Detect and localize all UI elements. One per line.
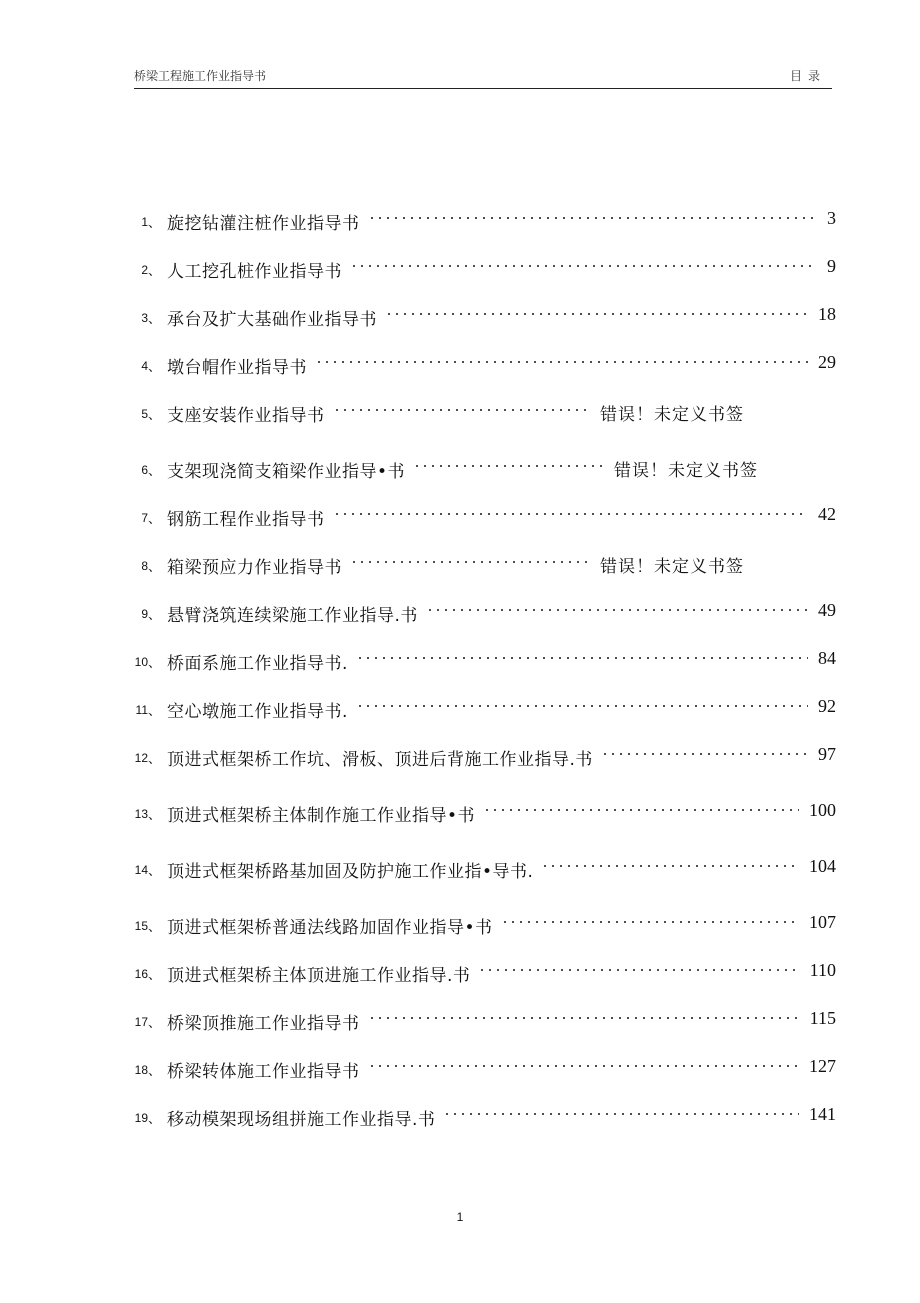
toc-dot-leader (426, 609, 808, 611)
toc-entry-page: 84 (818, 648, 836, 668)
toc-entry-separator: 、 (148, 312, 162, 327)
toc-entry-number: 3 (141, 311, 148, 325)
toc-entry-number: 6 (141, 463, 148, 477)
toc-entry-title[interactable]: 顶进式框架桥工作坑、滑板、顶进后背施工作业指导.书 (167, 750, 593, 770)
page-header (134, 66, 832, 89)
toc-entry[interactable] (0, 599, 920, 629)
toc-entry[interactable] (0, 799, 920, 829)
toc-entry-separator: 、 (148, 704, 162, 719)
toc-entry-number: 18 (134, 1063, 148, 1077)
toc-entry[interactable] (0, 743, 920, 773)
toc-entry[interactable] (0, 855, 920, 885)
page-number: 1 (456, 1210, 464, 1224)
toc-entry-title[interactable]: 桥梁顶推施工作业指导书 (167, 1014, 360, 1034)
toc-entry-separator: 、 (148, 560, 162, 575)
toc-entry-separator: 、 (148, 656, 162, 671)
toc-dot-leader (368, 217, 818, 219)
toc-entry-number: 12 (134, 751, 148, 765)
toc-dot-leader (501, 921, 799, 923)
toc-dot-leader (333, 409, 589, 411)
toc-entry-separator: 、 (148, 968, 162, 983)
toc-entry-title[interactable]: 桥面系施工作业指导书. (167, 654, 348, 674)
toc-entry-number: 4 (141, 359, 148, 373)
toc-entry-separator: 、 (148, 920, 162, 935)
toc-entry-separator: 、 (148, 608, 162, 623)
toc-dot-leader (541, 865, 799, 867)
toc-entry-title[interactable]: 旋挖钻灌注桩作业指导书 (167, 214, 360, 234)
toc-entry-title[interactable]: 墩台帽作业指导书 (167, 358, 307, 378)
toc-entry-page: 107 (809, 912, 836, 932)
toc-dot-leader (368, 1017, 800, 1019)
toc-entry-number: 19 (134, 1111, 148, 1125)
toc-dot-leader (601, 753, 808, 755)
toc-entry[interactable] (0, 551, 920, 581)
toc-dot-leader (368, 1065, 800, 1067)
toc-entry[interactable] (0, 399, 920, 429)
toc-entry-page: 42 (818, 504, 836, 524)
toc-entry[interactable] (0, 1103, 920, 1133)
toc-entry-title[interactable]: 人工挖孔桩作业指导书 (167, 262, 342, 282)
toc-entry-title[interactable]: 箱梁预应力作业指导书 (167, 558, 342, 578)
toc-entry-error-text: 错误！未定义书签 (614, 461, 758, 481)
toc-entry-title[interactable]: 桥梁转体施工作业指导书 (167, 1062, 360, 1082)
toc-entry-separator: 、 (148, 464, 162, 479)
toc-dot-leader (356, 705, 808, 707)
toc-entry-title[interactable]: 顶进式框架桥主体顶进施工作业指导.书 (167, 966, 471, 986)
toc-entry-page: 127 (809, 1056, 836, 1076)
toc-entry-separator: 、 (148, 360, 162, 375)
toc-entry-number: 16 (134, 967, 148, 981)
toc-entry-page: 92 (818, 696, 836, 716)
toc-entry-page: 29 (818, 352, 836, 372)
toc-dot-leader (413, 465, 602, 467)
toc-entry-page: 3 (827, 208, 836, 228)
toc-entry-number: 2 (141, 263, 148, 277)
toc-entry-number: 9 (141, 607, 148, 621)
toc-entry[interactable] (0, 959, 920, 989)
toc-entry-page: 49 (818, 600, 836, 620)
toc-entry-error-text: 错误！未定义书签 (600, 405, 744, 425)
toc-entry-error-text: 错误！未定义书签 (600, 557, 744, 577)
toc-dot-leader (385, 313, 808, 315)
toc-entry-title[interactable]: 顶进式框架桥普通法线路加固作业指导•书 (167, 918, 493, 938)
toc-entry-title[interactable]: 顶进式框架桥主体制作施工作业指导•书 (167, 806, 476, 826)
toc-entry-title[interactable]: 顶进式框架桥路基加固及防护施工作业指•导书. (167, 862, 534, 882)
toc-entry-separator: 、 (148, 264, 162, 279)
toc-entry-separator: 、 (148, 512, 162, 527)
toc-entry-separator: 、 (148, 752, 162, 767)
toc-entry-page: 110 (809, 960, 836, 980)
toc-entry-separator: 、 (148, 408, 162, 423)
toc-entry-page: 9 (827, 256, 836, 276)
toc-entry-title[interactable]: 移动模架现场组拼施工作业指导.书 (167, 1110, 436, 1130)
toc-entry-separator: 、 (148, 1016, 162, 1031)
toc-entry[interactable] (0, 911, 920, 941)
toc-entry-page: 141 (809, 1104, 836, 1124)
toc-dot-leader (315, 361, 808, 363)
toc-dot-leader (333, 513, 809, 515)
toc-entry-number: 13 (134, 807, 148, 821)
toc-dot-leader (356, 657, 808, 659)
toc-entry-page: 100 (809, 800, 836, 820)
toc-entry-title[interactable]: 支座安装作业指导书 (167, 406, 325, 426)
toc-entry-number: 7 (141, 511, 148, 525)
header-section-label: 目录 (789, 69, 826, 83)
toc-dot-leader (350, 561, 588, 563)
toc-entry[interactable] (0, 503, 920, 533)
toc-entry-page: 18 (818, 304, 836, 324)
toc-entry-number: 1 (141, 215, 148, 229)
toc-entry-title[interactable]: 承台及扩大基础作业指导书 (167, 310, 377, 330)
toc-entry[interactable] (0, 1055, 920, 1085)
toc-entry-separator: 、 (148, 1112, 162, 1127)
toc-dot-leader (350, 265, 817, 267)
toc-entry-number: 5 (141, 407, 148, 421)
toc-entry[interactable] (0, 207, 920, 237)
toc-dot-leader (478, 969, 799, 971)
toc-entry[interactable] (0, 303, 920, 333)
toc-entry-title[interactable]: 钢筋工程作业指导书 (167, 510, 325, 530)
header-title: 桥梁工程施工作业指导书 (134, 69, 267, 83)
toc-entry[interactable] (0, 455, 920, 485)
toc-dot-leader (443, 1113, 799, 1115)
toc-entry[interactable] (0, 255, 920, 285)
toc-entry-number: 17 (134, 1015, 148, 1029)
toc-entry-title[interactable]: 悬臂浇筑连续梁施工作业指导.书 (167, 606, 418, 626)
toc-entry[interactable] (0, 647, 920, 677)
toc-entry-number: 11 (135, 703, 148, 717)
toc-entry-separator: 、 (148, 216, 162, 231)
toc-entry-page: 97 (818, 744, 836, 764)
toc-entry[interactable] (0, 1007, 920, 1037)
toc-entry-title[interactable]: 支架现浇简支箱梁作业指导•书 (167, 462, 406, 482)
toc-entry-separator: 、 (148, 864, 162, 879)
toc-entry-page: 115 (809, 1008, 836, 1028)
toc-entry-page: 104 (809, 856, 836, 876)
toc-entry-number: 15 (134, 919, 148, 933)
toc-entry-number: 8 (141, 559, 148, 573)
toc-entry-separator: 、 (148, 808, 162, 823)
toc-entry[interactable] (0, 695, 920, 725)
toc-entry[interactable] (0, 351, 920, 381)
toc-entry-number: 14 (134, 863, 148, 877)
toc-entry-separator: 、 (148, 1064, 162, 1079)
toc-dot-leader (483, 809, 799, 811)
toc-entry-number: 10 (134, 655, 148, 669)
toc-entry-title[interactable]: 空心墩施工作业指导书. (167, 702, 348, 722)
